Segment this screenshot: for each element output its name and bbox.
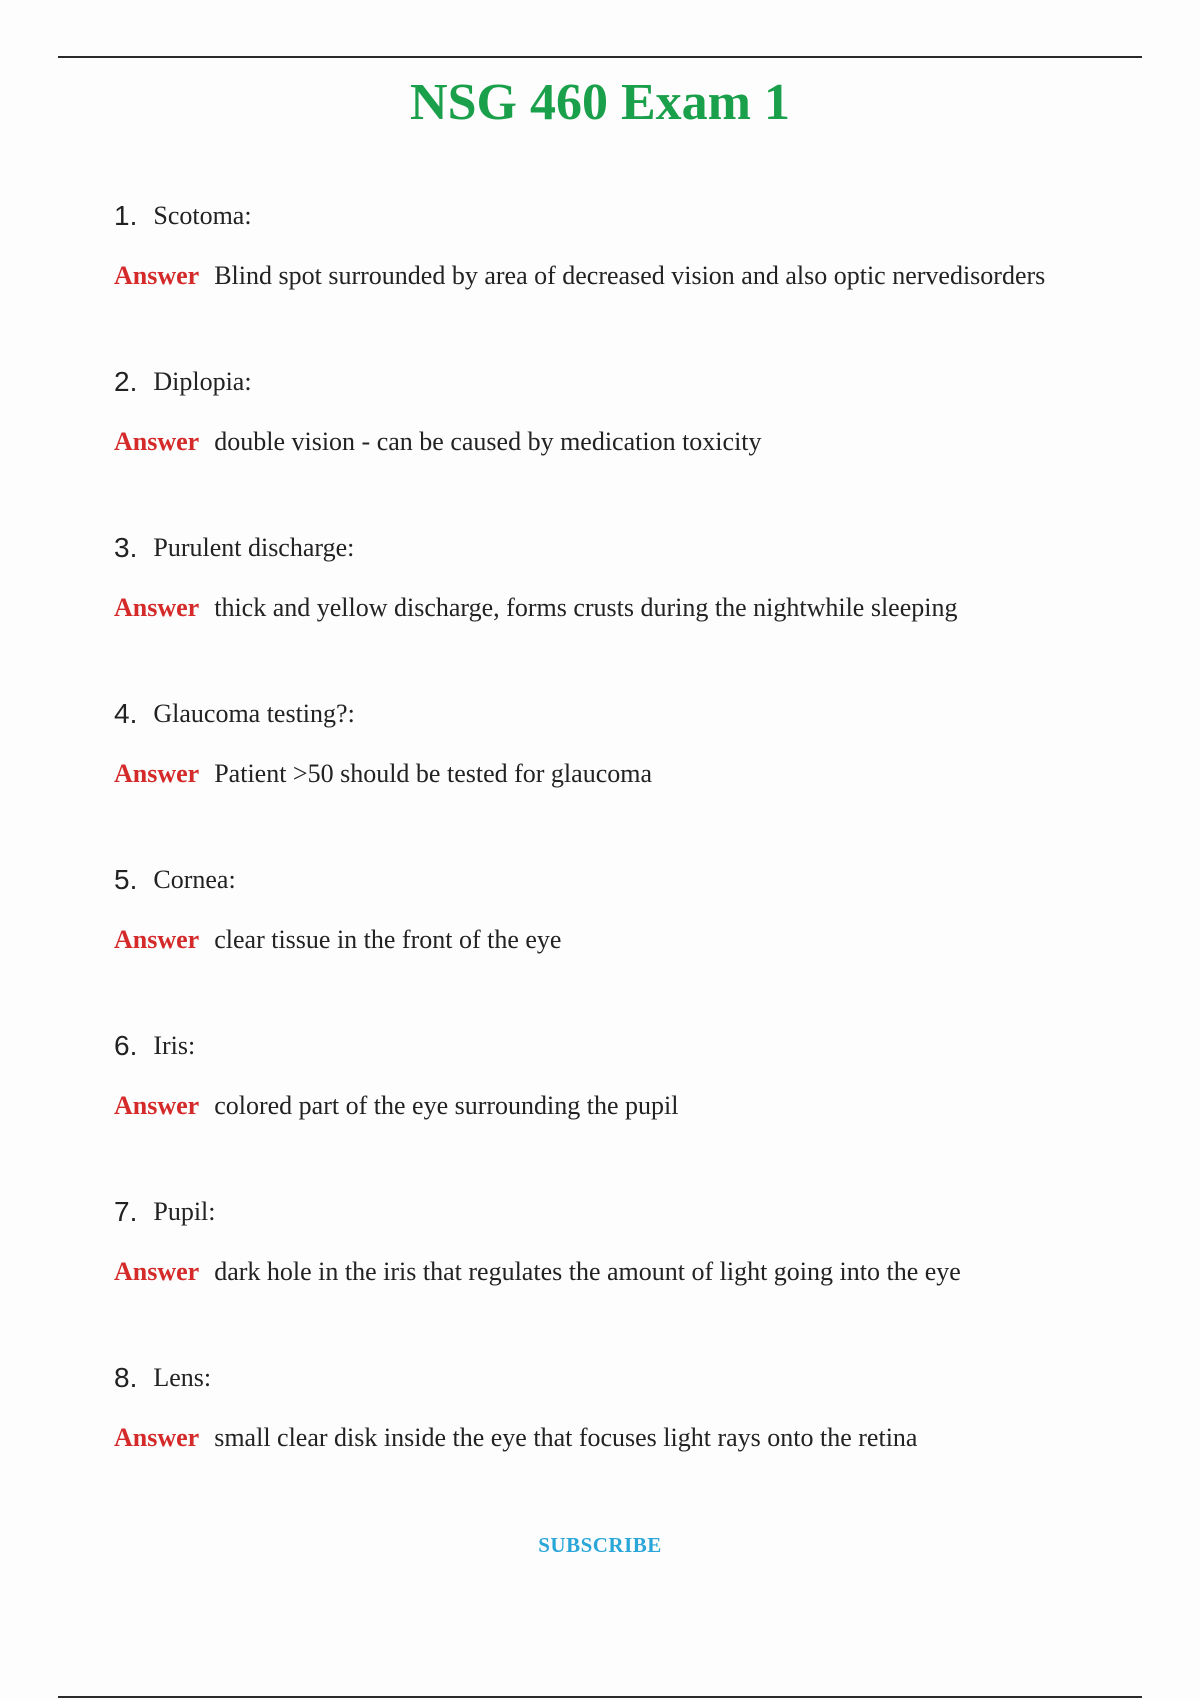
question-number: 3. bbox=[114, 532, 138, 563]
question-text: Scotoma: bbox=[153, 201, 252, 230]
question-text: Lens: bbox=[153, 1363, 212, 1392]
answer-row bbox=[114, 920, 1114, 960]
question-text: Diplopia: bbox=[153, 367, 252, 396]
answer-text: small clear disk inside the eye that focuses light rays onto the retina bbox=[214, 1423, 918, 1452]
question-text: Purulent discharge: bbox=[153, 533, 355, 562]
answer-row bbox=[114, 588, 1114, 628]
answer-row bbox=[114, 754, 1114, 794]
question-row bbox=[114, 524, 1114, 572]
answer-text: thick and yellow discharge, forms crusts during the nightwhile sleeping bbox=[214, 593, 958, 622]
question-text: Cornea: bbox=[153, 865, 236, 894]
question-item bbox=[114, 1022, 1114, 1188]
answer-row bbox=[114, 1418, 1114, 1458]
answer-label: Answer bbox=[114, 925, 200, 954]
question-text: Iris: bbox=[153, 1031, 196, 1060]
answer-label: Answer bbox=[114, 1423, 200, 1452]
question-item bbox=[114, 1188, 1114, 1354]
question-item bbox=[114, 192, 1114, 358]
question-item bbox=[114, 524, 1114, 690]
answer-row bbox=[114, 256, 1114, 296]
question-number: 1. bbox=[114, 200, 138, 231]
answer-text: colored part of the eye surrounding the pupil bbox=[214, 1091, 679, 1120]
question-list bbox=[114, 192, 1114, 1520]
answer-label: Answer bbox=[114, 1091, 200, 1120]
answer-text: Patient >50 should be tested for glaucoma bbox=[214, 759, 653, 788]
question-item bbox=[114, 856, 1114, 1022]
question-row bbox=[114, 1022, 1114, 1070]
question-number: 7. bbox=[114, 1196, 138, 1227]
question-row bbox=[114, 690, 1114, 738]
question-number: 8. bbox=[114, 1362, 138, 1393]
answer-label: Answer bbox=[114, 261, 200, 290]
answer-text: clear tissue in the front of the eye bbox=[214, 925, 562, 954]
answer-label: Answer bbox=[114, 1257, 200, 1286]
question-item bbox=[114, 1354, 1114, 1520]
answer-text: Blind spot surrounded by area of decreased vision and also optic nervedisorders bbox=[214, 261, 1046, 290]
page-title: NSG 460 Exam 1 bbox=[410, 74, 790, 131]
question-row bbox=[114, 1354, 1114, 1402]
question-number: 6. bbox=[114, 1030, 138, 1061]
question-row bbox=[114, 358, 1114, 406]
subscribe-link[interactable]: SUBSCRIBE bbox=[538, 1533, 662, 1557]
question-row bbox=[114, 856, 1114, 904]
bottom-rule bbox=[58, 1696, 1142, 1698]
question-text: Glaucoma testing?: bbox=[153, 699, 355, 728]
question-row bbox=[114, 192, 1114, 240]
question-row bbox=[114, 1188, 1114, 1236]
answer-text: dark hole in the iris that regulates the amount of light going into the eye bbox=[214, 1257, 961, 1286]
answer-text: double vision - can be caused by medication toxicity bbox=[214, 427, 762, 456]
question-text: Pupil: bbox=[153, 1197, 216, 1226]
question-number: 5. bbox=[114, 864, 138, 895]
question-number: 4. bbox=[114, 698, 138, 729]
answer-label: Answer bbox=[114, 593, 200, 622]
answer-row bbox=[114, 1252, 1114, 1292]
answer-label: Answer bbox=[114, 759, 200, 788]
question-item bbox=[114, 358, 1114, 524]
answer-label: Answer bbox=[114, 427, 200, 456]
answer-row bbox=[114, 1086, 1114, 1126]
question-number: 2. bbox=[114, 366, 138, 397]
answer-row bbox=[114, 422, 1114, 462]
question-item bbox=[114, 690, 1114, 856]
top-rule bbox=[58, 56, 1142, 58]
